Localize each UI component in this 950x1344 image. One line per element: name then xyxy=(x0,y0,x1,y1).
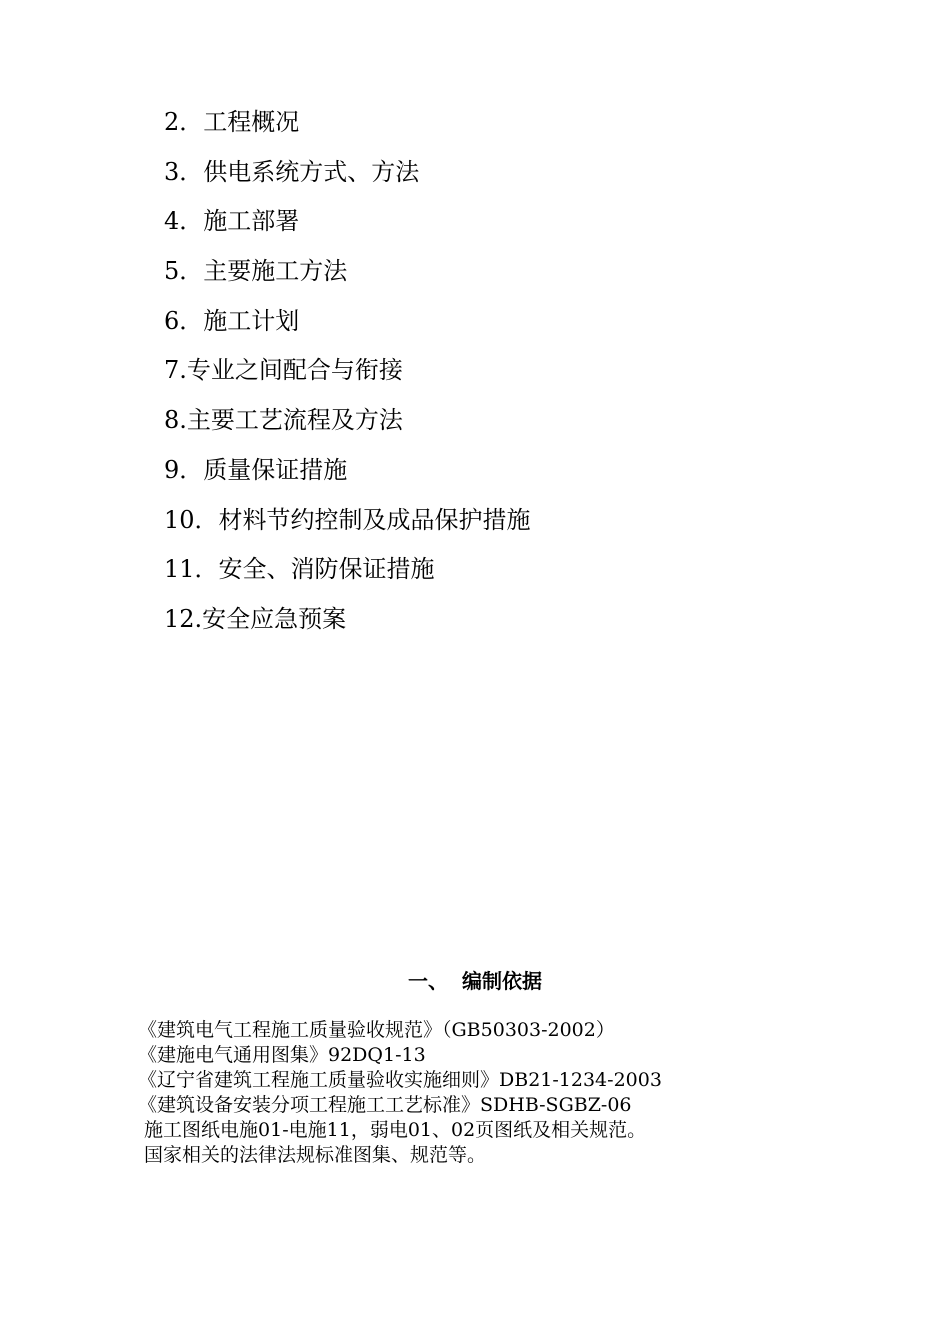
reference-item: 《辽宁省建筑工程施工质量验收实施细则》DB21-1234-2003 xyxy=(138,1069,662,1091)
toc-item-engineering-overview: 2．工程概况 xyxy=(164,108,300,136)
table-of-contents xyxy=(164,103,531,650)
toc-item-safety-fire-protection: 11．安全、消防保证措施 xyxy=(164,555,435,584)
toc-item-material-saving: 10．材料节约控制及成品保护措施 xyxy=(164,505,531,534)
reference-list xyxy=(138,1018,662,1168)
toc-item-coordination: 7.专业之间配合与衔接 xyxy=(164,356,403,385)
toc-item-emergency-plan: 12.安全应急预案 xyxy=(164,604,347,633)
toc-item-construction-plan: 6．施工计划 xyxy=(164,306,300,335)
reference-item: 《建筑电气工程施工质量验收规范》（GB50303-2002） xyxy=(138,1019,615,1041)
toc-item-construction-deployment: 4．施工部署 xyxy=(164,207,300,236)
toc-item-main-construction-methods: 5．主要施工方法 xyxy=(164,257,348,286)
toc-item-quality-assurance: 9．质量保证措施 xyxy=(164,455,348,484)
reference-item: 《建施电气通用图集》92DQ1-13 xyxy=(138,1044,426,1066)
reference-item: 《建筑设备安装分项工程施工工艺标准》SDHB-SGBZ-06 xyxy=(138,1094,632,1116)
toc-item-process-flow: 8.主要工艺流程及方法 xyxy=(164,406,403,435)
toc-item-power-supply-system: 3．供电系统方式、方法 xyxy=(164,157,420,186)
reference-item: 国家相关的法律法规标准图集、规范等。 xyxy=(138,1144,487,1166)
reference-item: 施工图纸电施01-电施11，弱电01、02页图纸及相关规范。 xyxy=(138,1119,647,1141)
section-heading: 一、 编制依据 xyxy=(408,969,542,993)
